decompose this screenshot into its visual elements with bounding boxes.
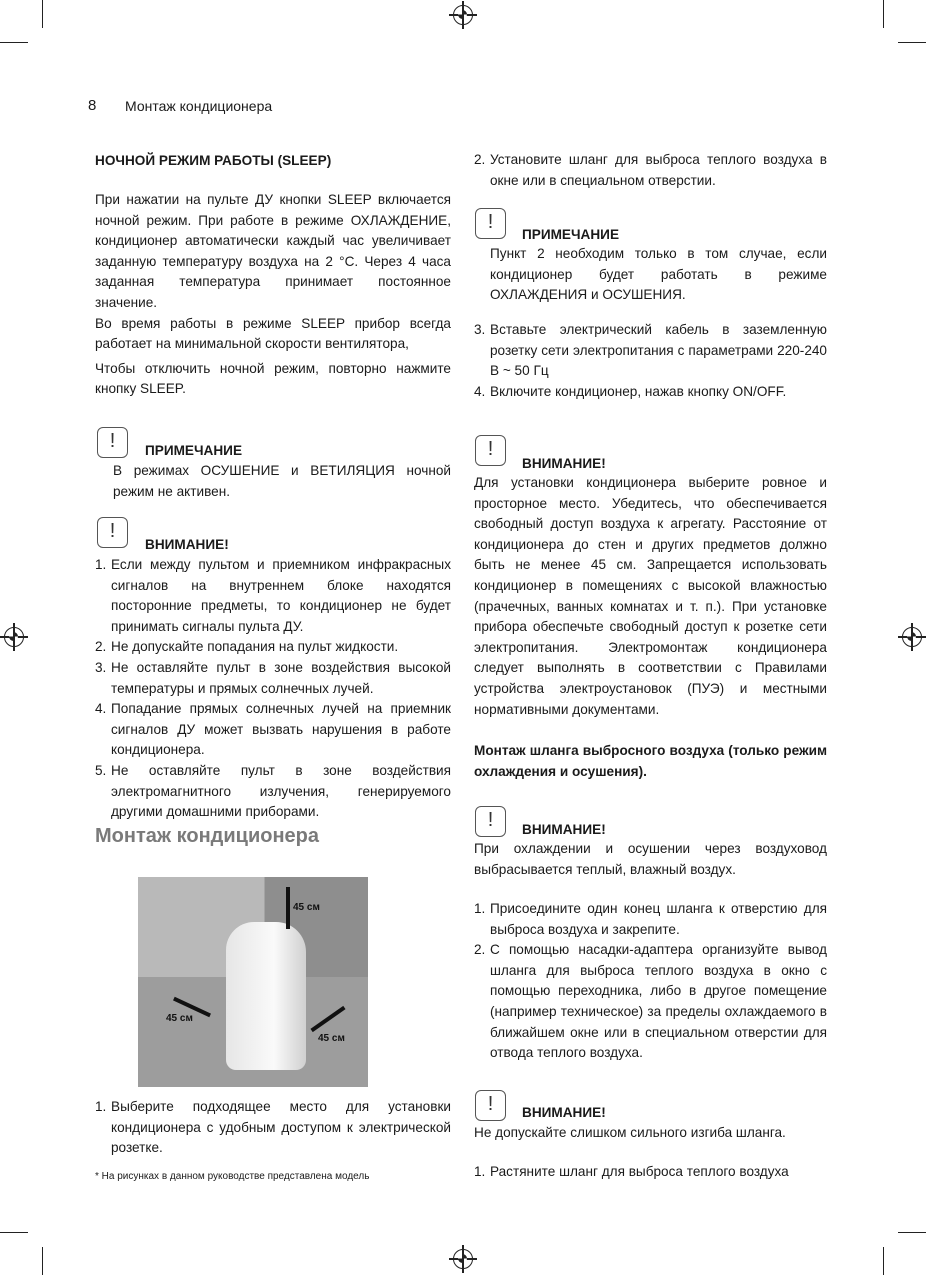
hose-list [474, 899, 827, 1064]
arrow-icon [286, 887, 290, 929]
crop-mark [883, 0, 884, 28]
warning-list [95, 555, 451, 823]
clearance-label-right: 45 см [318, 1033, 345, 1044]
warning-text: При охлаждении и осушении через воздуховод выбрасывается теплый, влажный воздух. [474, 841, 827, 877]
crop-mark [898, 42, 926, 43]
item-number: 2. [474, 152, 486, 167]
list-item [95, 1097, 451, 1159]
exclamation-icon: ! [97, 427, 128, 458]
list-item [95, 555, 451, 637]
crop-mark [42, 0, 43, 28]
warning-text: Для установки кондиционера выберите ровное и просторное место. Убедитесь, что обеспечивается свободный доступ воздуха к агрегату. Расстояние от кондиционера до стен и других предметов должно быть не менее 45 см. Запрещается использовать кондиционер в помещениях с высокой влажностью (прачечных, ванных комнатах и т. п.). При установке прибора обеспечьте свободный доступ к розетке сети электропитания. Электромонтаж кондиционера следует выполнять в соответствии с Правилами устройства электроустановок (ПУЭ) и местными нормативными документами. [474, 475, 827, 717]
clearance-label-top: 45 см [293, 902, 320, 913]
list-item [95, 761, 451, 823]
item-number: 3. [95, 659, 107, 675]
item-number: 1. [474, 1164, 486, 1179]
item-number: 1. [474, 901, 486, 916]
crop-mark [42, 1247, 43, 1275]
list-item [474, 150, 827, 191]
registration-mark-icon [453, 1249, 473, 1269]
footnote: * На рисунках в данном руководстве представлена модель [95, 1171, 370, 1182]
note-text: Пункт 2 необходим только в том случае, если кондиционер будет работать в режиме ОХЛАЖДЕНИЯ и ОСУШЕНИЯ. [490, 246, 827, 303]
air-conditioner-illustration [226, 922, 306, 1070]
item-number: 2. [95, 639, 107, 655]
sleep-text [95, 190, 451, 400]
paragraph: Во время работы в режиме SLEEP прибор всегда работает на минимальной скорости вентилятора, [95, 315, 451, 352]
install-list [95, 1097, 451, 1159]
item-text: Не оставляйте пульт в зоне воздействия электромагнитного излучения, генерируемого другими домашними приборами. [111, 762, 451, 820]
item-text: С помощью насадки-адаптера организуйте вывод шланга для выброса теплого воздуха в окно с помощью переходника, либо в другое помещение (например техническое) за пределы охлаждаемого в ближайшем окне или в специальном отверстии для отвода теплого воздуха. [490, 942, 827, 1061]
paragraph: Чтобы отключить ночной режим, повторно нажмите кнопку SLEEP. [95, 360, 451, 397]
list-item [474, 1162, 827, 1183]
warning-text: Не допускайте слишком сильного изгиба шланга. [474, 1125, 786, 1140]
list-item [474, 899, 827, 940]
crop-mark [0, 1232, 28, 1233]
section-heading: Монтаж кондиционера [95, 825, 319, 847]
list-item [474, 320, 827, 382]
item-number: 1. [95, 1099, 107, 1114]
hose-list-continued [474, 1162, 827, 1183]
registration-mark-icon [902, 627, 922, 647]
item-number: 3. [474, 322, 486, 337]
exclamation-icon: ! [475, 208, 506, 239]
install-list-continued [474, 150, 827, 191]
list-item [95, 699, 451, 761]
item-text: Не оставляйте пульт в зоне воздействия высокой температуры и прямых солнечных лучей. [111, 659, 451, 696]
item-text: Растяните шланг для выброса теплого воздуха [490, 1164, 789, 1179]
item-text: Выберите подходящее место для установки кондиционера с удобным доступом к электрической розетке. [111, 1099, 451, 1156]
exclamation-icon: ! [97, 517, 128, 548]
item-text: Установите шланг для выброса теплого воздуха в окне или в специальном отверстии. [490, 152, 827, 188]
item-number: 5. [95, 762, 107, 778]
clearance-label-left: 45 см [166, 1013, 193, 1024]
item-text: Присоедините один конец шланга к отверстию для выброса воздуха и закрепите. [490, 901, 827, 937]
item-text: Попадание прямых солнечных лучей на приемник сигналов ДУ может вызвать нарушения в работе кондиционера. [111, 701, 451, 758]
item-number: 2. [474, 942, 486, 958]
item-text: Включите кондиционер, нажав кнопку ON/OFF. [490, 383, 787, 399]
warning-title: ВНИМАНИЕ! [522, 456, 606, 471]
registration-mark-icon [453, 5, 473, 25]
registration-mark-icon [4, 627, 24, 647]
sleep-heading: НОЧНОЙ РЕЖИМ РАБОТЫ (SLEEP) [95, 153, 332, 168]
exclamation-icon: ! [475, 806, 506, 837]
note-title: ПРИМЕЧАНИЕ [145, 443, 243, 458]
list-item [474, 382, 827, 403]
item-text: Вставьте электрический кабель в заземленную розетку сети электропитания с параметрами 220-240 В ~ 50 Гц [490, 322, 827, 379]
note-text: В режимах ОСУШЕНИЕ и ВЕТИЛЯЦИЯ ночной режим не активен. [113, 463, 451, 499]
running-title: Монтаж кондиционера [125, 98, 273, 114]
crop-mark [883, 1247, 884, 1275]
warning-title: ВНИМАНИЕ! [522, 822, 606, 837]
install-list-steps [474, 320, 827, 402]
note-title: ПРИМЕЧАНИЕ [522, 227, 620, 242]
hose-heading: Монтаж шланга выбросного воздуха (только режим охлаждения и осушения). [474, 743, 827, 779]
warning-title: ВНИМАНИЕ! [145, 537, 229, 552]
crop-mark [898, 1232, 926, 1233]
item-text: Если между пультом и приемником инфракрасных сигналов на внутреннем блоке находятся посторонние предметы, то кондиционер не будет принимать сигналы пульта ДУ. [111, 557, 451, 634]
crop-mark [0, 42, 28, 43]
exclamation-icon: ! [475, 1090, 506, 1121]
exclamation-icon: ! [475, 435, 506, 466]
warning-title: ВНИМАНИЕ! [522, 1105, 606, 1120]
list-item [474, 940, 827, 1064]
page-number: 8 [88, 97, 97, 114]
list-item [95, 658, 451, 699]
item-number: 4. [474, 383, 486, 399]
installation-clearance-figure [138, 877, 368, 1087]
item-number: 1. [95, 557, 107, 572]
item-number: 4. [95, 701, 107, 717]
paragraph: При нажатии на пульте ДУ кнопки SLEEP включается ночной режим. При работе в режиме ОХЛАЖДЕНИЕ, кондиционер автоматически каждый час увеличивает заданную температуру воздуха на 2 °С. Через 4 часа заданная температура принимает постоянное значение. [95, 192, 451, 310]
list-item [95, 637, 451, 658]
item-text: Не допускайте попадания на пульт жидкости. [111, 639, 399, 655]
